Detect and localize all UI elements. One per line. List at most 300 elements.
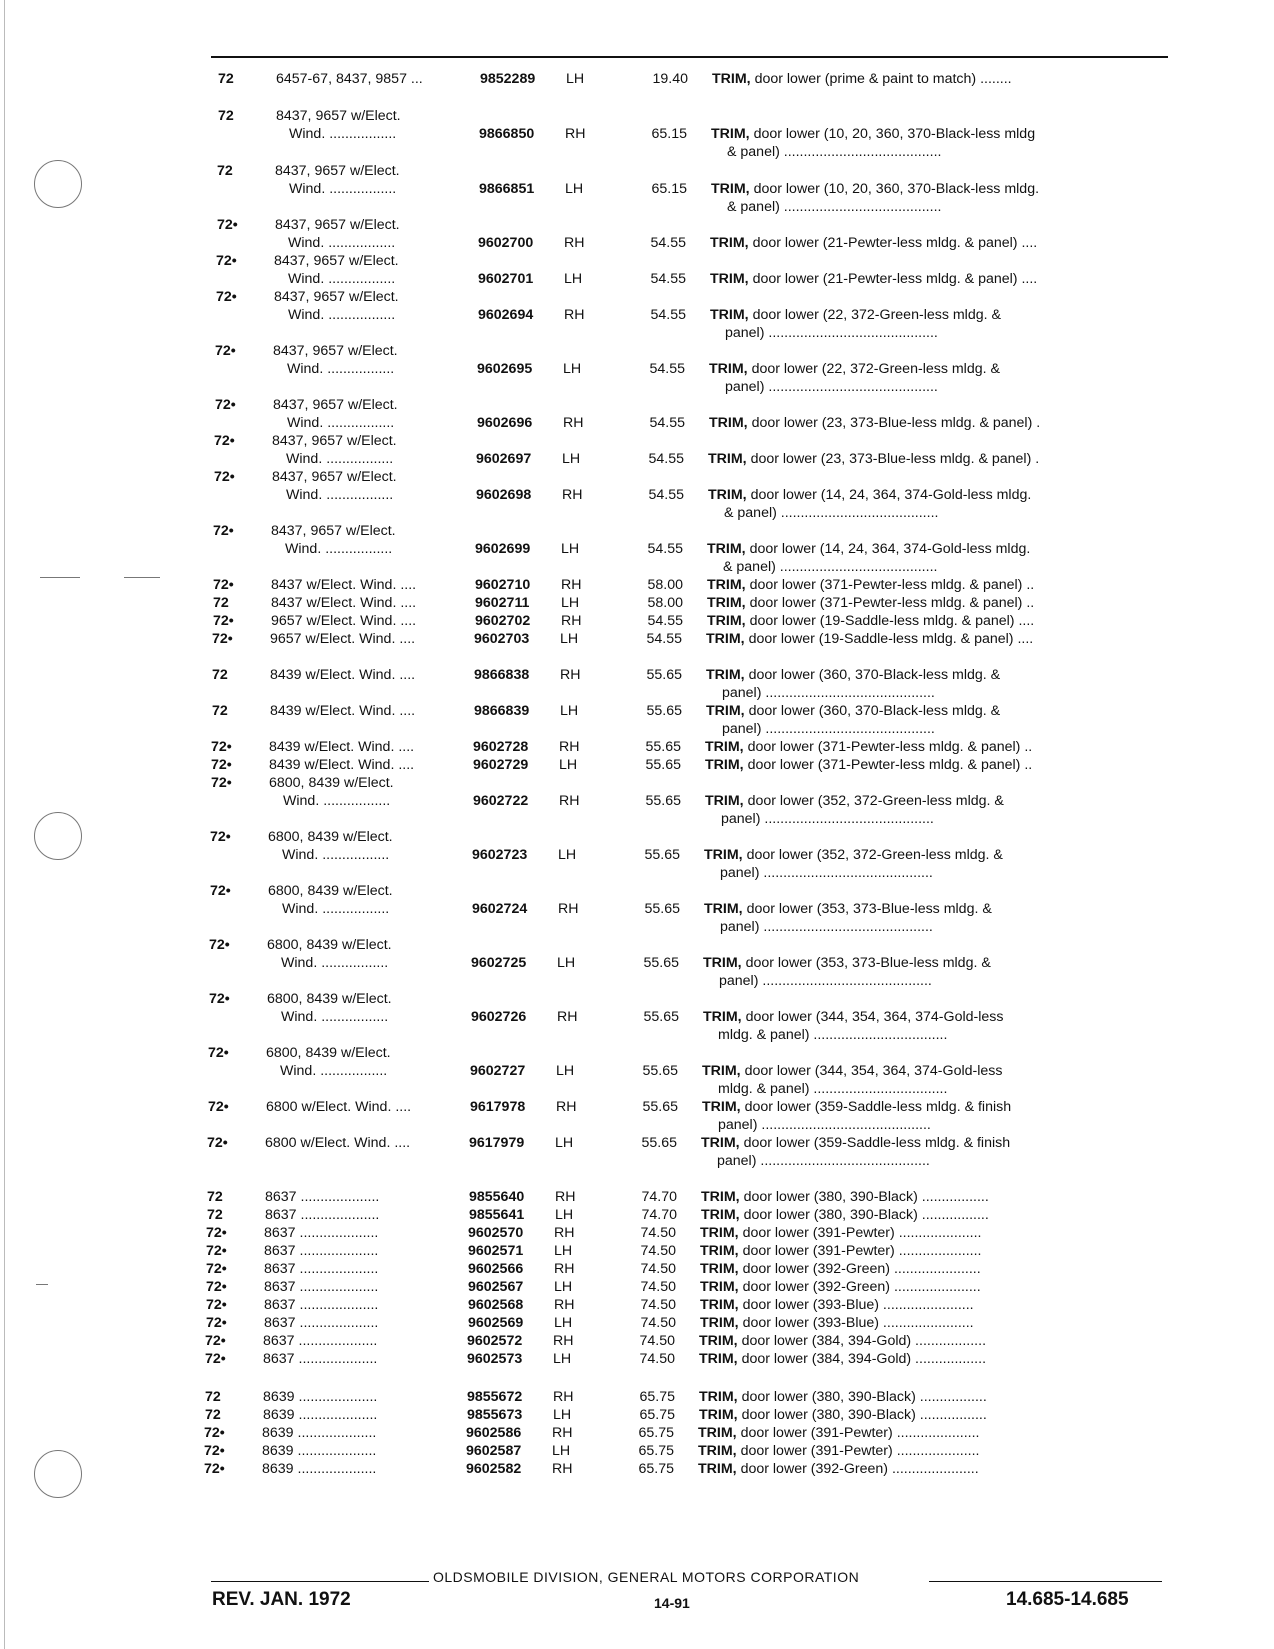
list-price: 74.50	[640, 1261, 676, 1277]
side-indicator: LH	[554, 1279, 573, 1295]
model-application: 8639 ....................	[263, 1389, 378, 1405]
table-row	[0, 486, 1274, 504]
table-row	[0, 918, 1274, 936]
part-description	[698, 1424, 1132, 1442]
side-indicator: RH	[562, 487, 583, 503]
table-row	[0, 1332, 1274, 1350]
model-year: 72•	[206, 1297, 227, 1313]
part-description	[702, 1062, 1136, 1080]
model-year: 72•	[216, 289, 237, 305]
model-year: 72	[212, 667, 228, 683]
table-row	[0, 1044, 1274, 1062]
part-description	[708, 486, 1142, 504]
part-description	[722, 720, 1142, 738]
model-year: 72•	[213, 577, 234, 593]
table-row	[0, 756, 1274, 774]
table-row	[0, 252, 1274, 270]
table-row	[0, 792, 1274, 810]
part-number: 9855672	[467, 1389, 523, 1405]
model-application: 8639 ....................	[262, 1425, 377, 1441]
description-keyword: TRIM,	[707, 613, 746, 629]
description-text: door lower (391-Pewter) .....................	[738, 1243, 982, 1259]
model-application: 9657 w/Elect. Wind. ....	[270, 631, 416, 647]
list-price: 54.55	[649, 415, 685, 431]
table-row	[0, 954, 1274, 972]
part-description	[700, 1242, 1134, 1260]
table-row	[0, 990, 1274, 1008]
description-keyword: TRIM,	[711, 181, 750, 197]
side-indicator: RH	[565, 126, 586, 142]
list-price: 58.00	[647, 577, 683, 593]
description-keyword: TRIM,	[704, 901, 743, 917]
model-year: 72	[218, 71, 234, 87]
model-year: 72•	[205, 1333, 226, 1349]
description-keyword: TRIM,	[711, 126, 750, 142]
description-text: door lower (14, 24, 364, 374-Gold-less mldg.	[745, 541, 1031, 557]
part-description	[720, 864, 1140, 882]
model-year: 72•	[215, 343, 236, 359]
model-year: 72•	[214, 433, 235, 449]
list-price: 54.55	[648, 451, 684, 467]
side-indicator: RH	[564, 307, 585, 323]
part-description	[703, 1008, 1137, 1026]
description-text: door lower (371-Pewter-less mldg. & panel) ..	[743, 739, 1033, 755]
model-application: 8437 w/Elect. Wind. ....	[271, 577, 417, 593]
table-row	[0, 684, 1274, 702]
part-description	[711, 180, 1145, 198]
model-application: Wind. .................	[282, 847, 390, 863]
description-text: door lower (19-Saddle-less mldg. & panel) ....	[744, 631, 1034, 647]
part-description	[704, 846, 1138, 864]
side-indicator: LH	[553, 1407, 572, 1423]
table-row	[0, 972, 1274, 990]
side-indicator: RH	[561, 613, 582, 629]
description-text: & panel) ........................................	[723, 559, 938, 575]
part-description	[725, 378, 1145, 396]
part-description	[706, 630, 1140, 648]
table-row	[0, 864, 1274, 882]
model-application: 8437, 9657 w/Elect.	[273, 397, 398, 413]
part-number: 9602696	[477, 415, 533, 431]
model-year: 72•	[206, 1243, 227, 1259]
side-indicator: LH	[564, 271, 583, 287]
table-row	[0, 666, 1274, 684]
model-application: 9657 w/Elect. Wind. ....	[271, 613, 417, 629]
model-application: 6457-67, 8437, 9857 ...	[276, 71, 423, 87]
model-application: Wind. .................	[288, 307, 396, 323]
description-text: door lower (23, 373-Blue-less mldg. & panel) .	[746, 451, 1040, 467]
table-row	[0, 288, 1274, 306]
part-description	[708, 450, 1142, 468]
part-description	[718, 1116, 1138, 1134]
description-text: door lower (22, 372-Green-less mldg. &	[748, 307, 1001, 323]
part-number: 9602695	[477, 361, 533, 377]
list-price: 55.65	[644, 901, 680, 917]
description-text: panel) ...........................................	[722, 721, 935, 737]
model-application: 8637 ....................	[264, 1261, 379, 1277]
list-price: 74.70	[641, 1189, 677, 1205]
description-keyword: TRIM,	[701, 1135, 740, 1151]
footer-division: OLDSMOBILE DIVISION, GENERAL MOTORS CORPORATION	[433, 1569, 860, 1585]
model-application: 8637 ....................	[264, 1315, 379, 1331]
table-row	[0, 1062, 1274, 1080]
part-description	[719, 972, 1139, 990]
part-number: 9602570	[468, 1225, 524, 1241]
part-description	[718, 1080, 1138, 1098]
table-row	[0, 882, 1274, 900]
description-text: door lower (384, 394-Gold) ..................	[737, 1351, 987, 1367]
description-text: door lower (21-Pewter-less mldg. & panel) ....	[748, 235, 1038, 251]
model-year: 72	[217, 163, 233, 179]
description-text: panel) ...........................................	[718, 1117, 931, 1133]
part-description	[704, 900, 1138, 918]
model-year: 72•	[204, 1425, 225, 1441]
model-application: Wind. .................	[280, 1063, 388, 1079]
part-description	[710, 306, 1144, 324]
side-indicator: RH	[552, 1461, 573, 1477]
table-row	[0, 198, 1274, 216]
model-application: Wind. .................	[283, 793, 391, 809]
part-number: 9602572	[467, 1333, 523, 1349]
table-row	[0, 1460, 1274, 1478]
part-number: 9602569	[468, 1315, 524, 1331]
side-indicator: LH	[558, 847, 577, 863]
description-text: door lower (380, 390-Black) .................	[737, 1407, 987, 1423]
model-application: Wind. .................	[287, 415, 395, 431]
model-year: 72	[212, 703, 228, 719]
list-price: 65.75	[639, 1407, 675, 1423]
model-year: 72•	[215, 397, 236, 413]
description-text: door lower (10, 20, 360, 370-Black-less mldg.	[749, 181, 1040, 197]
side-indicator: LH	[562, 451, 581, 467]
table-row	[0, 846, 1274, 864]
part-number: 9602700	[478, 235, 534, 251]
table-row	[0, 540, 1274, 558]
table-row	[0, 1206, 1274, 1224]
model-year: 72•	[210, 829, 231, 845]
part-description	[699, 1332, 1133, 1350]
side-indicator: RH	[558, 901, 579, 917]
model-application: 6800 w/Elect. Wind. ....	[265, 1135, 411, 1151]
part-number: 9866850	[479, 126, 535, 142]
model-year: 72	[213, 595, 229, 611]
model-application: 8439 w/Elect. Wind. ....	[269, 739, 415, 755]
table-row	[0, 162, 1274, 180]
description-keyword: TRIM,	[699, 1389, 738, 1405]
side-indicator: RH	[553, 1389, 574, 1405]
table-row	[0, 468, 1274, 486]
part-number: 9855640	[469, 1189, 525, 1205]
description-keyword: TRIM,	[698, 1443, 737, 1459]
description-text: door lower (360, 370-Black-less mldg. &	[744, 667, 1001, 683]
table-row	[0, 450, 1274, 468]
table-row	[0, 1350, 1274, 1368]
list-price: 74.50	[640, 1279, 676, 1295]
part-number: 9602710	[475, 577, 531, 593]
description-keyword: TRIM,	[698, 1425, 737, 1441]
table-row	[0, 576, 1274, 594]
description-text: door lower (359-Saddle-less mldg. & finish	[740, 1099, 1012, 1115]
side-indicator: RH	[554, 1297, 575, 1313]
model-application: 6800, 8439 w/Elect.	[267, 937, 392, 953]
model-year: 72•	[212, 631, 233, 647]
model-application: 6800, 8439 w/Elect.	[267, 991, 392, 1007]
model-year: 72•	[205, 1351, 226, 1367]
part-description	[717, 1152, 1137, 1170]
description-text: mldg. & panel) ..................................	[718, 1081, 948, 1097]
part-description	[727, 198, 1147, 216]
part-description	[706, 702, 1140, 720]
description-text: door lower (371-Pewter-less mldg. & panel) ..	[743, 757, 1033, 773]
model-application: 8639 ....................	[262, 1461, 377, 1477]
side-indicator: LH	[556, 1063, 575, 1079]
side-indicator: LH	[552, 1443, 571, 1459]
table-row	[0, 774, 1274, 792]
part-number: 9602728	[473, 739, 529, 755]
description-keyword: TRIM,	[702, 1099, 741, 1115]
model-year: 72•	[206, 1225, 227, 1241]
description-text: door lower (391-Pewter) .....................	[736, 1443, 980, 1459]
side-indicator: LH	[566, 71, 585, 87]
model-application: Wind. .................	[289, 126, 397, 142]
description-keyword: TRIM,	[709, 361, 748, 377]
part-description	[710, 234, 1144, 252]
table-row	[0, 1406, 1274, 1424]
model-year: 72•	[211, 775, 232, 791]
side-indicator: RH	[564, 235, 585, 251]
description-keyword: TRIM,	[707, 541, 746, 557]
table-row	[0, 342, 1274, 360]
list-price: 74.50	[640, 1243, 676, 1259]
model-application: Wind. .................	[287, 361, 395, 377]
table-row	[0, 270, 1274, 288]
list-price: 54.55	[647, 613, 683, 629]
model-application: 8437, 9657 w/Elect.	[272, 469, 397, 485]
side-indicator: RH	[559, 739, 580, 755]
description-keyword: TRIM,	[706, 631, 745, 647]
part-number: 9602698	[476, 487, 532, 503]
list-price: 65.15	[651, 181, 687, 197]
model-application: 6800, 8439 w/Elect.	[266, 1045, 391, 1061]
table-row	[0, 180, 1274, 198]
description-text: mldg. & panel) ..................................	[718, 1027, 948, 1043]
description-keyword: TRIM,	[705, 739, 744, 755]
part-number: 9602566	[468, 1261, 524, 1277]
description-text: panel) ...........................................	[721, 811, 934, 827]
description-keyword: TRIM,	[706, 703, 745, 719]
part-number: 9602587	[466, 1443, 522, 1459]
model-application: 8639 ....................	[263, 1407, 378, 1423]
description-text: door lower (393-Blue) .......................	[738, 1315, 974, 1331]
description-keyword: TRIM,	[700, 1225, 739, 1241]
model-year: 72•	[209, 937, 230, 953]
description-keyword: TRIM,	[698, 1461, 737, 1477]
description-text: door lower (353, 373-Blue-less mldg. &	[741, 955, 991, 971]
table-row	[0, 810, 1274, 828]
side-indicator: LH	[557, 955, 576, 971]
side-indicator: LH	[555, 1207, 574, 1223]
description-text: door lower (380, 390-Black) .................	[739, 1207, 989, 1223]
description-text: door lower (21-Pewter-less mldg. & panel) ....	[748, 271, 1038, 287]
model-year: 72•	[206, 1261, 227, 1277]
part-number: 9602722	[473, 793, 529, 809]
model-application: Wind. .................	[282, 901, 390, 917]
model-year: 72•	[213, 523, 234, 539]
part-description	[707, 540, 1141, 558]
description-keyword: TRIM,	[703, 955, 742, 971]
side-indicator: LH	[561, 595, 580, 611]
description-keyword: TRIM,	[701, 1207, 740, 1223]
table-row	[0, 1152, 1274, 1170]
description-text: panel) ...........................................	[717, 1153, 930, 1169]
model-application: 8437, 9657 w/Elect.	[274, 253, 399, 269]
description-text: door lower (14, 24, 364, 374-Gold-less mldg.	[746, 487, 1032, 503]
description-keyword: TRIM,	[707, 595, 746, 611]
model-application: 8439 w/Elect. Wind. ....	[270, 703, 416, 719]
footer-page-number: 14-91	[654, 1595, 690, 1611]
model-application: 8439 w/Elect. Wind. ....	[269, 757, 415, 773]
model-application: 8439 w/Elect. Wind. ....	[270, 667, 416, 683]
list-price: 55.65	[643, 955, 679, 971]
list-price: 65.75	[639, 1389, 675, 1405]
model-application: 6800, 8439 w/Elect.	[268, 829, 393, 845]
table-row	[0, 558, 1274, 576]
model-year: 72•	[206, 1279, 227, 1295]
part-number: 9602567	[468, 1279, 524, 1295]
description-text: & panel) ........................................	[724, 505, 939, 521]
model-application: Wind. .................	[289, 181, 397, 197]
description-text: panel) ...........................................	[720, 919, 933, 935]
description-keyword: TRIM,	[699, 1351, 738, 1367]
model-year: 72	[205, 1407, 221, 1423]
table-row	[0, 1134, 1274, 1152]
list-price: 55.65	[646, 703, 682, 719]
table-row	[0, 720, 1274, 738]
description-text: door lower (359-Saddle-less mldg. & finish	[739, 1135, 1011, 1151]
table-row	[0, 1116, 1274, 1134]
description-text: door lower (371-Pewter-less mldg. & panel) ..	[745, 595, 1035, 611]
part-description	[701, 1206, 1135, 1224]
table-row	[0, 828, 1274, 846]
side-indicator: RH	[554, 1261, 575, 1277]
table-row	[0, 107, 1274, 125]
part-description	[699, 1406, 1133, 1424]
description-keyword: TRIM,	[704, 847, 743, 863]
table-row	[0, 1224, 1274, 1242]
model-application: Wind. .................	[286, 487, 394, 503]
description-text: door lower (344, 354, 364, 374-Gold-less	[741, 1009, 1004, 1025]
model-year: 72	[207, 1207, 223, 1223]
model-application: 8437, 9657 w/Elect.	[271, 523, 396, 539]
model-application: 8637 ....................	[264, 1279, 379, 1295]
description-keyword: TRIM,	[701, 1189, 740, 1205]
model-application: 8437, 9657 w/Elect.	[275, 217, 400, 233]
part-number: 9602711	[475, 595, 530, 611]
description-text: & panel) ........................................	[727, 144, 942, 160]
description-text: door lower (352, 372-Green-less mldg. &	[742, 847, 1003, 863]
table-row	[0, 1424, 1274, 1442]
model-year: 72•	[206, 1315, 227, 1331]
part-number: 9602727	[470, 1063, 526, 1079]
list-price: 74.70	[641, 1207, 677, 1223]
list-price: 55.65	[645, 793, 681, 809]
model-year: 72•	[213, 613, 234, 629]
table-row	[0, 1314, 1274, 1332]
model-year: 72	[207, 1189, 223, 1205]
part-number: 9866838	[474, 667, 530, 683]
list-price: 74.50	[640, 1225, 676, 1241]
table-row	[0, 1026, 1274, 1044]
part-number: 9855641	[469, 1207, 525, 1223]
description-keyword: TRIM,	[700, 1261, 739, 1277]
list-price: 65.75	[638, 1461, 674, 1477]
description-keyword: TRIM,	[710, 307, 749, 323]
table-row	[0, 143, 1274, 161]
part-description	[718, 1026, 1138, 1044]
part-description	[725, 324, 1145, 342]
model-application: 8437, 9657 w/Elect.	[276, 108, 401, 124]
model-application: 8437, 9657 w/Elect.	[272, 433, 397, 449]
description-text: door lower (19-Saddle-less mldg. & panel) ....	[745, 613, 1035, 629]
model-year: 72	[205, 1389, 221, 1405]
description-text: door lower (380, 390-Black) .................	[739, 1189, 989, 1205]
table-row	[0, 396, 1274, 414]
list-price: 74.50	[640, 1297, 676, 1313]
description-keyword: TRIM,	[712, 71, 751, 87]
model-year: 72•	[204, 1461, 225, 1477]
description-text: door lower (344, 354, 364, 374-Gold-less	[740, 1063, 1003, 1079]
part-description	[699, 1350, 1133, 1368]
description-text: panel) ...........................................	[725, 379, 938, 395]
side-indicator: RH	[556, 1099, 577, 1115]
part-number: 9602568	[468, 1297, 524, 1313]
part-description	[703, 954, 1137, 972]
model-application: 8637 ....................	[265, 1207, 380, 1223]
table-row	[0, 432, 1274, 450]
list-price: 54.55	[649, 361, 685, 377]
part-number: 9602573	[467, 1351, 523, 1367]
list-price: 65.75	[638, 1443, 674, 1459]
description-text: & panel) ........................................	[727, 199, 942, 215]
description-keyword: TRIM,	[702, 1063, 741, 1079]
part-description	[701, 1134, 1135, 1152]
description-keyword: TRIM,	[708, 487, 747, 503]
list-price: 74.50	[639, 1351, 675, 1367]
list-price: 54.55	[650, 271, 686, 287]
model-application: 8637 ....................	[264, 1243, 379, 1259]
description-text: door lower (371-Pewter-less mldg. & panel) ..	[745, 577, 1035, 593]
model-year: 72•	[216, 253, 237, 269]
part-description	[727, 143, 1147, 161]
side-indicator: LH	[553, 1351, 572, 1367]
table-row	[0, 414, 1274, 432]
side-indicator: LH	[563, 361, 582, 377]
table-row	[0, 738, 1274, 756]
list-price: 55.65	[646, 667, 682, 683]
model-year: 72	[218, 108, 234, 124]
table-row	[0, 1008, 1274, 1026]
footer-revision: REV. JAN. 1972	[212, 1589, 351, 1610]
description-text: door lower (23, 373-Blue-less mldg. & panel) .	[747, 415, 1041, 431]
model-application: 8637 ....................	[264, 1225, 379, 1241]
description-keyword: TRIM,	[706, 667, 745, 683]
part-description	[698, 1460, 1132, 1478]
description-text: door lower (22, 372-Green-less mldg. &	[747, 361, 1000, 377]
description-keyword: TRIM,	[703, 1009, 742, 1025]
table-row	[0, 1442, 1274, 1460]
part-description	[700, 1224, 1134, 1242]
description-keyword: TRIM,	[700, 1243, 739, 1259]
